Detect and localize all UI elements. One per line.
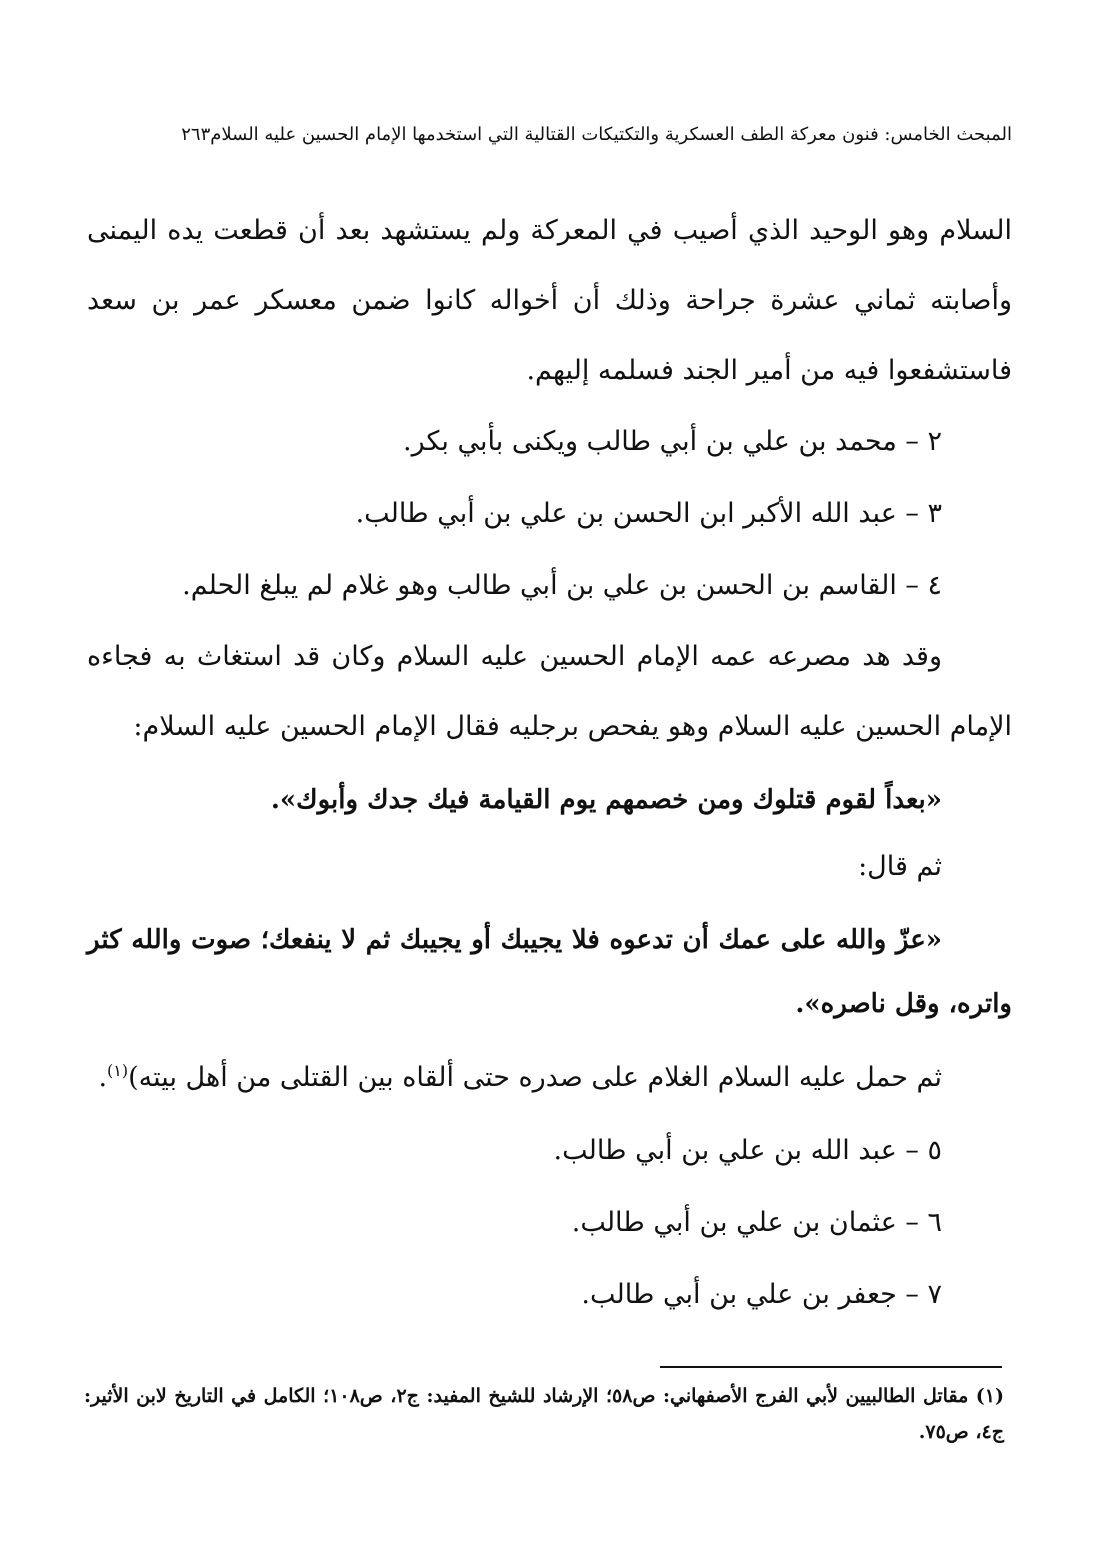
page-body xyxy=(87,196,1012,1331)
paragraph-3 xyxy=(87,1040,1012,1109)
list-item-4: ٤ – القاسم بن الحسن بن علي بن أبي طالب وهو غلام لم يبلغ الحلم. xyxy=(182,570,942,601)
footnote-divider xyxy=(660,1366,1002,1368)
list-item-6: ٦ – عثمان بن علي بن أبي طالب. xyxy=(571,1207,942,1238)
quote-1: «بعداً لقوم قتلوك ومن خصمهم يوم القيامة فيك جدك وأبوك». xyxy=(270,785,942,815)
paragraph-3-end: . xyxy=(98,1062,108,1093)
paragraph-1: السلام وهو الوحيد الذي أصيب في المعركة ولم يستشهد بعد أن قطعت يده اليمنى وأصابته ثماني عشرة جراحة وذلك أن أخواله كانوا ضمن معسكر عمر بن سعد فاستشفعوا فيه من أمير الجند فسلمه إليهم. xyxy=(87,215,1012,386)
list-item-2: ٢ – محمد بن علي بن أبي طالب ويكنى بأبي بكر. xyxy=(403,426,942,457)
list-item-7: ٧ – جعفر بن علي بن أبي طالب. xyxy=(581,1279,942,1310)
list-item-5: ٥ – عبد الله بن علي بن أبي طالب. xyxy=(553,1135,942,1166)
paragraph-2: وقد هد مصرعه عمه الإمام الحسين عليه السلام وكان قد استغاث به فجاءه الإمام الحسين عليه السلام وهو يفحص برجليه فقال الإمام الحسين عليه السلام: xyxy=(87,641,1012,742)
running-header: المبحث الخامس: فنون معركة الطف العسكرية والتكتيكات القتالية التي استخدمها الإمام الحسين عليه السلام٢٦٣ xyxy=(181,124,1012,145)
footnote: (١) مقاتل الطالبيين لأبي الفرج الأصفهاني: ص٥٨؛ الإرشاد للشيخ المفيد: ج٢، ص١٠٨؛ الكامل في التاريخ لابن الأثير: ج٤، ص٧٥. xyxy=(84,1385,1004,1443)
footnote-reference: (١) xyxy=(107,1061,129,1080)
quote-2: «عزّ والله على عمك أن تدعوه فلا يجيبك أو يجيبك ثم لا ينفعك؛ صوت والله كثر واتره، وقل ناصره». xyxy=(87,925,1012,1019)
list-item-3: ٣ – عبد الله الأكبر ابن الحسن بن علي بن أبي طالب. xyxy=(355,498,942,529)
then-said-line: ثم قال: xyxy=(858,851,942,882)
paragraph-3-text: ثم حمل عليه السلام الغلام على صدره حتى ألقاه بين القتلى من أهل بيته) xyxy=(128,1062,942,1093)
